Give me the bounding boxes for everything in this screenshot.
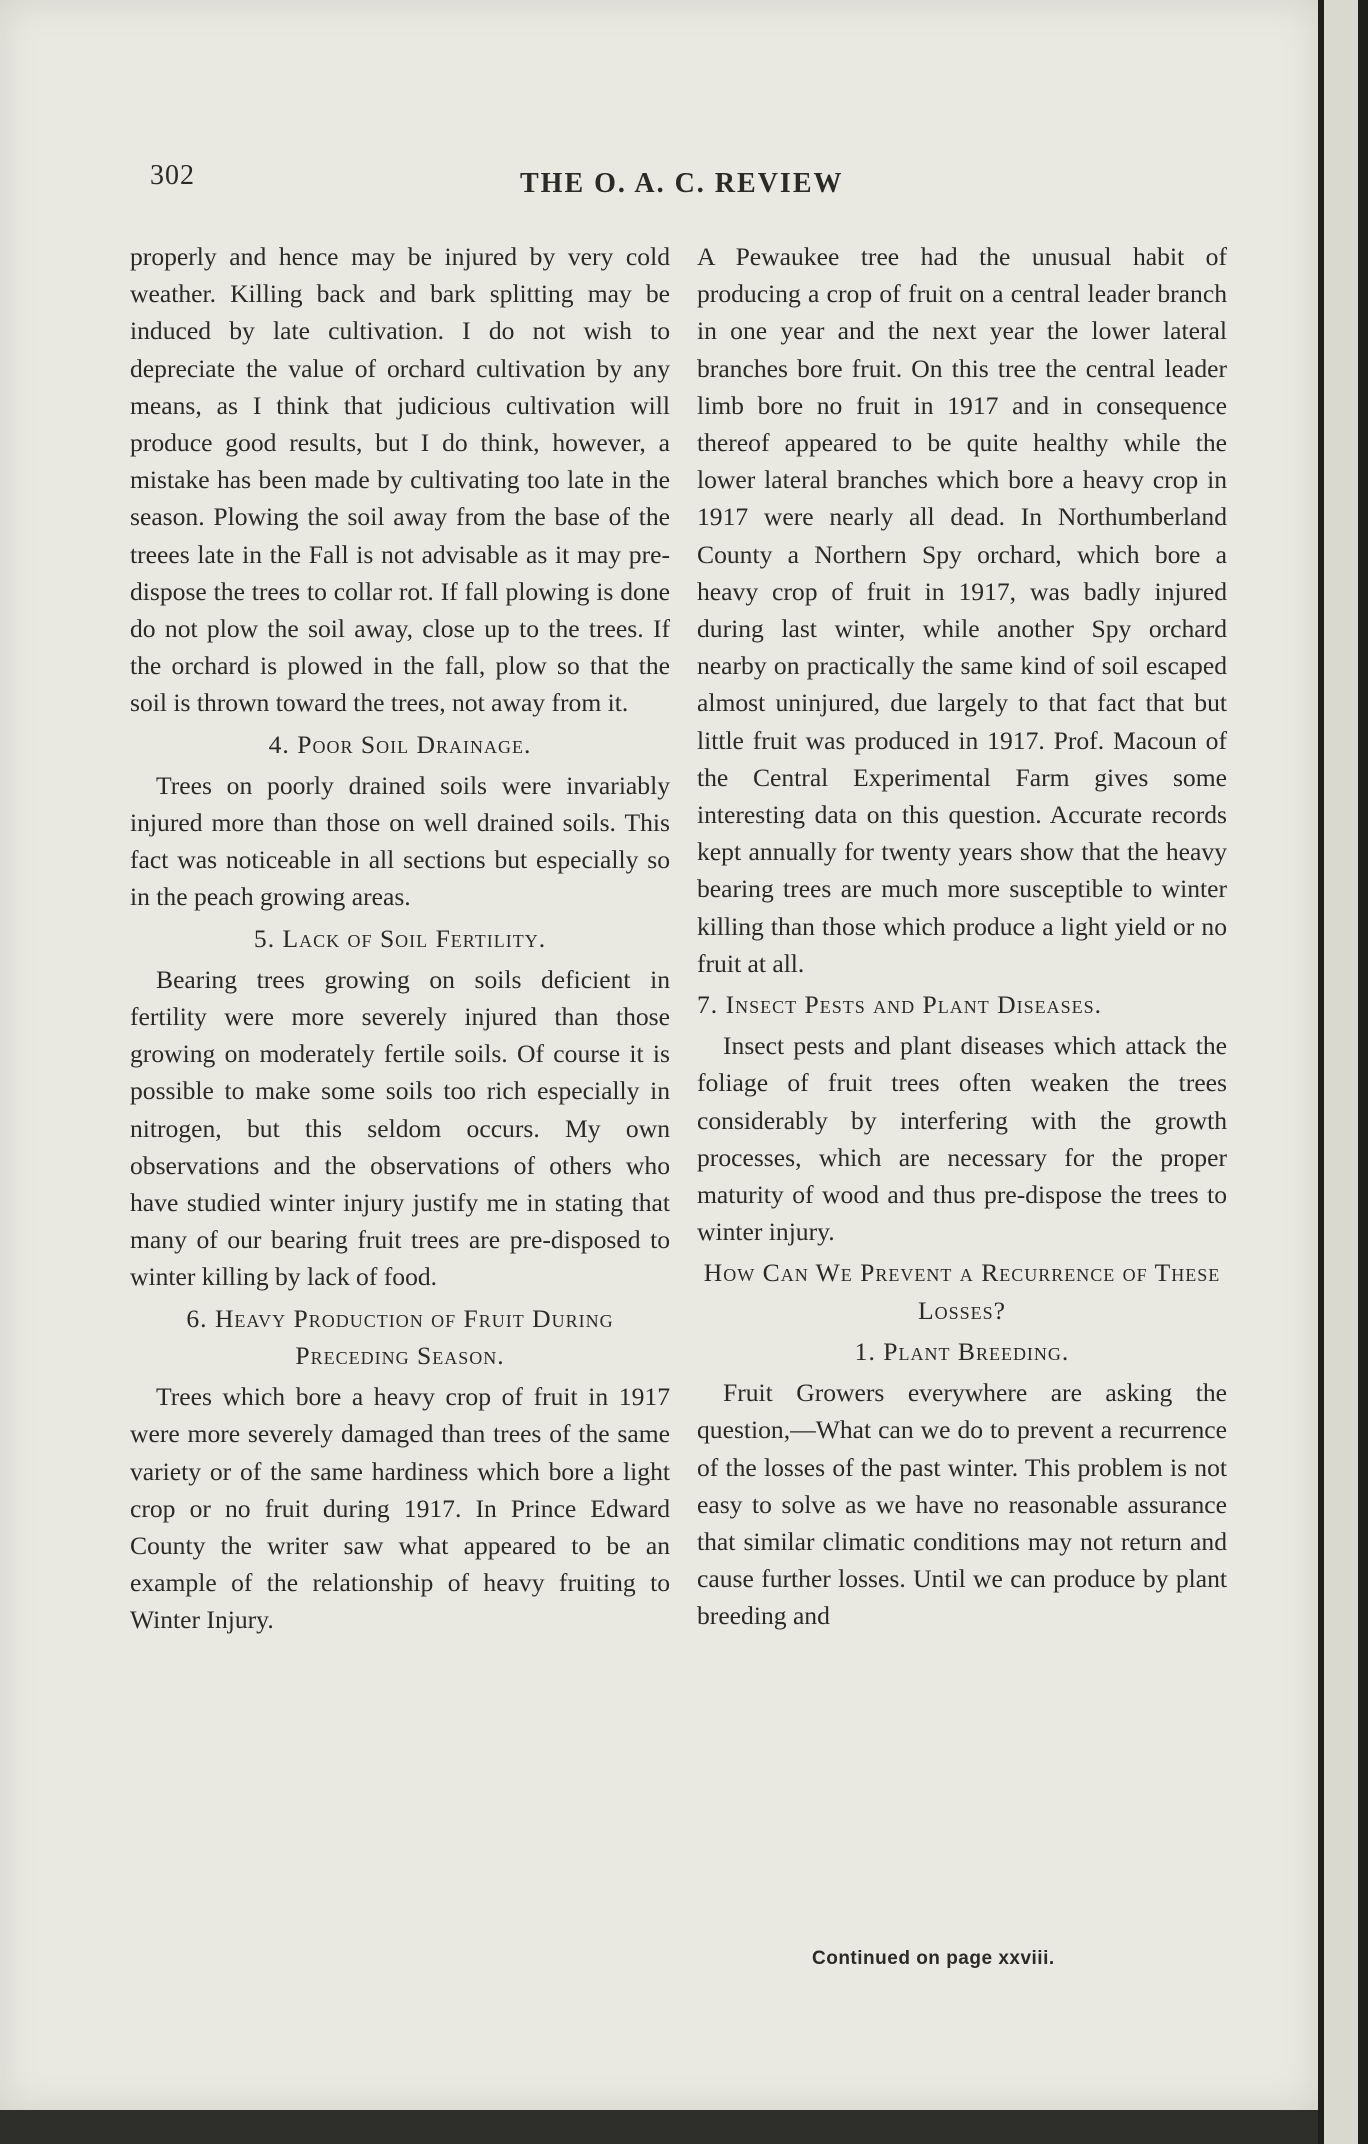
section-heading: How Can We Prevent a Recurrence of These Losses?	[703, 1258, 1221, 1325]
journal-title: THE O. A. C. REVIEW	[520, 168, 844, 199]
section-heading: 7. Insect Pests and Plant Diseases.	[697, 990, 1103, 1020]
paragraph: Trees on poorly drained soils were invariably injured more than those on well drained soils. This fact was noticeable in all sections but especially so in the peach growing areas.	[130, 770, 670, 912]
paragraph: Bearing trees growing on soils deficient in fertility were more severely injured than those growing on moderately fertile soils. Of course it is possible to make some soils too rich especially in nitrogen, but this seldom occurs. My own observations and the observations of others who have studied winter injury justify me in stating that many of our bearing fruit trees are pre-disposed to winter killing by lack of food.	[130, 964, 670, 1292]
section-heading: 1. Plant Breeding.	[854, 1336, 1070, 1366]
paragraph: Fruit Growers everywhere are asking the question,—What can we do to prevent a recurrence of the losses of the past winter. This problem is not easy to solve as we have no reasonable assurance that similar climatic conditions may not return and cause further losses. Until we can produce by plant breeding and	[697, 1378, 1227, 1631]
section-heading: 5. Lack of Soil Fertility.	[253, 923, 547, 953]
right-column	[697, 238, 1227, 1635]
left-column	[130, 238, 670, 1639]
page-number: 302	[150, 160, 195, 191]
scan-border	[0, 2110, 1318, 2144]
continued-note: Continued on page xxviii.	[812, 1948, 1055, 1969]
section-heading: 4. Poor Soil Drainage.	[268, 729, 532, 759]
paragraph: A Pewaukee tree had the unusual habit of producing a crop of fruit on a central leader branch in one year and the next year the lower lateral branches bore fruit. On this tree the central leader limb bore no fruit in 1917 and in consequence thereof appeared to be quite healthy while the lower lateral branches which bore a heavy crop in 1917 were nearly all dead. In Northumberland County a Northern Spy orchard, which bore a heavy crop of fruit in 1917, was badly injured during last winter, while another Spy orchard nearby on practically the same kind of soil escaped almost uninjured, due largely to that fact that but little fruit was produced in 1917. Prof. Macoun of the Central Experimental Farm gives some interesting data on this question. Accurate records kept annually for twenty years show that the heavy bearing trees are much more susceptible to winter killing than those which produce a light yield or no fruit at all.	[697, 242, 1227, 978]
page-header	[130, 160, 1220, 200]
paragraph: Insect pests and plant diseases which attack the foliage of fruit trees often weaken the trees considerably by interfering with the growth processes, which are necessary for the proper maturity of wood and thus pre-dispose the trees to winter injury.	[697, 1031, 1227, 1247]
paragraph: Trees which bore a heavy crop of fruit in 1917 were more severely damaged than trees of the same variety or of the same hardiness which bore a light crop or no fruit during 1917. In Prince Edward County the writer saw what appeared to be an example of the relationship of heavy fruiting to Winter Injury.	[130, 1382, 670, 1635]
section-heading: 6. Heavy Production of Fruit During Preceding Season.	[186, 1303, 614, 1370]
paragraph: properly and hence may be injured by very cold weather. Killing back and bark splitting may be induced by late cultivation. I do not wish to depreciate the value of orchard cultivation by any means, as I think that judicious cultivation will produce good results, but I do think, however, a mistake has been made by cultivating too late in the season. Plowing the soil away from the base of the treees late in the Fall is not advisable as it may pre-dispose the trees to collar rot. If fall plowing is done do not plow the soil away, close up to the trees. If the orchard is plowed in the fall, plow so that the soil is thrown toward the trees, not away from it.	[130, 242, 670, 718]
adjacent-page-edge	[1318, 0, 1368, 2144]
